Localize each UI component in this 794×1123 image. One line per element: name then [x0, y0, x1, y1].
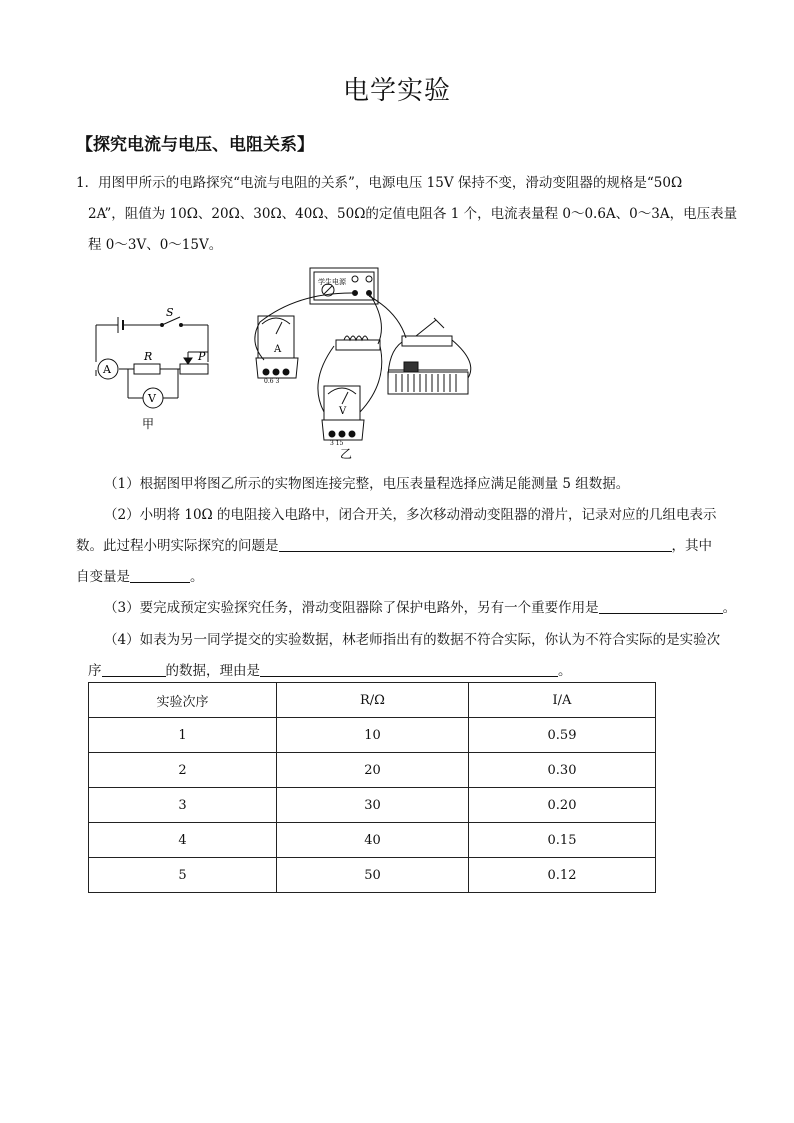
subquestion-3: [104, 596, 736, 616]
subquestion-2-text-d: 。: [190, 569, 204, 585]
subquestion-2-text-c: 自变量是: [76, 569, 130, 585]
section-heading: 【探究电流与电压、电阻关系】: [76, 135, 314, 155]
table-cell: 0.12: [469, 858, 656, 893]
subquestion-2-text-b: ，其中: [671, 538, 712, 554]
subquestion-2-line-3: [76, 565, 204, 585]
question-1-line-1: 1．用图甲所示的电路探究“电流与电阻的关系”，电源电压 15V 保持不变，滑动变阻器的规格是“50Ω: [76, 175, 683, 191]
meter-a-face: A: [274, 344, 282, 355]
table-cell: 4: [89, 823, 277, 858]
subquestion-2-line-1: （2）小明将 10Ω 的电阻接入电路中，闭合开关，多次移动滑动变阻器的滑片，记录对应的几组电表示: [104, 507, 717, 523]
table-row: [89, 753, 656, 788]
figure-label-yi: 乙: [340, 447, 353, 461]
power-supply-label: 学生电源: [318, 278, 346, 286]
table-cell: 0.30: [469, 753, 656, 788]
subquestion-4-line-1: （4）如表为另一同学提交的实验数据，林老师指出有的数据不符合实际，你认为不符合实际的是实验次: [104, 632, 721, 648]
meter-v-face: V: [339, 406, 347, 417]
answer-blank-variable[interactable]: [130, 568, 190, 583]
slider-symbol-label: P: [198, 350, 206, 363]
table-cell: 0.15: [469, 823, 656, 858]
table-row: [89, 858, 656, 893]
table-header-cell: 实验次序: [89, 683, 277, 718]
subquestion-3-text-a: （3）要完成预定实验探究任务，滑动变阻器除了保护电路外，另有一个重要作用是: [104, 600, 599, 616]
voltmeter-symbol-label: V: [148, 392, 156, 405]
answer-blank-purpose[interactable]: [599, 599, 723, 614]
table-cell: 5: [89, 858, 277, 893]
subquestion-4-text-c: 。: [558, 663, 572, 679]
data-table: [88, 682, 656, 893]
question-1-line-2: 2A”，阻值为 10Ω、20Ω、30Ω、40Ω、50Ω的定值电阻各 1 个，电流表量程 0～0.6A、0～3A，电压表量: [88, 206, 738, 222]
table-cell: 0.59: [469, 718, 656, 753]
table-cell: 2: [89, 753, 277, 788]
table-cell: 40: [277, 823, 469, 858]
table-header-row: [89, 683, 656, 718]
table-row: [89, 788, 656, 823]
subquestion-4-text-b: 的数据，理由是: [165, 663, 260, 679]
subquestion-2-text-a: 数。此过程小明实际探究的问题是: [76, 538, 279, 554]
table-cell: 50: [277, 858, 469, 893]
figure-label-jia: 甲: [142, 417, 155, 430]
table-row: [89, 823, 656, 858]
apparatus-drawing-yi: [238, 262, 488, 462]
subquestion-4-line-2: [88, 659, 572, 679]
table-cell: 20: [277, 753, 469, 788]
table-cell: 10: [277, 718, 469, 753]
subquestion-2-line-2: [76, 534, 712, 554]
circuit-diagram-jia: [88, 300, 223, 430]
page-title: 电学实验: [342, 76, 451, 106]
table-cell: 3: [89, 788, 277, 823]
table-cell: 0.20: [469, 788, 656, 823]
meter-v-terminals: 3 15: [330, 440, 344, 447]
table-header-cell: I/A: [469, 683, 656, 718]
subquestion-1: （1）根据图甲将图乙所示的实物图连接完整，电压表量程选择应满足能测量 5 组数据。: [104, 476, 630, 492]
table-row: [89, 718, 656, 753]
switch-symbol-label: S: [166, 306, 174, 319]
subquestion-3-text-b: 。: [722, 600, 737, 616]
ammeter-symbol-label: A: [103, 363, 111, 376]
answer-blank-order[interactable]: [102, 662, 166, 677]
table-header-cell: R/Ω: [277, 683, 469, 718]
subquestion-4-text-a: 序: [88, 663, 102, 679]
answer-blank-question[interactable]: [279, 537, 672, 552]
table-cell: 1: [89, 718, 277, 753]
meter-a-terminals: 0.6 3: [264, 378, 280, 385]
table-cell: 30: [277, 788, 469, 823]
answer-blank-reason[interactable]: [260, 662, 558, 677]
question-1-line-3: 程 0～3V、0～15V。: [88, 237, 223, 253]
resistor-symbol-label: R: [144, 350, 153, 363]
